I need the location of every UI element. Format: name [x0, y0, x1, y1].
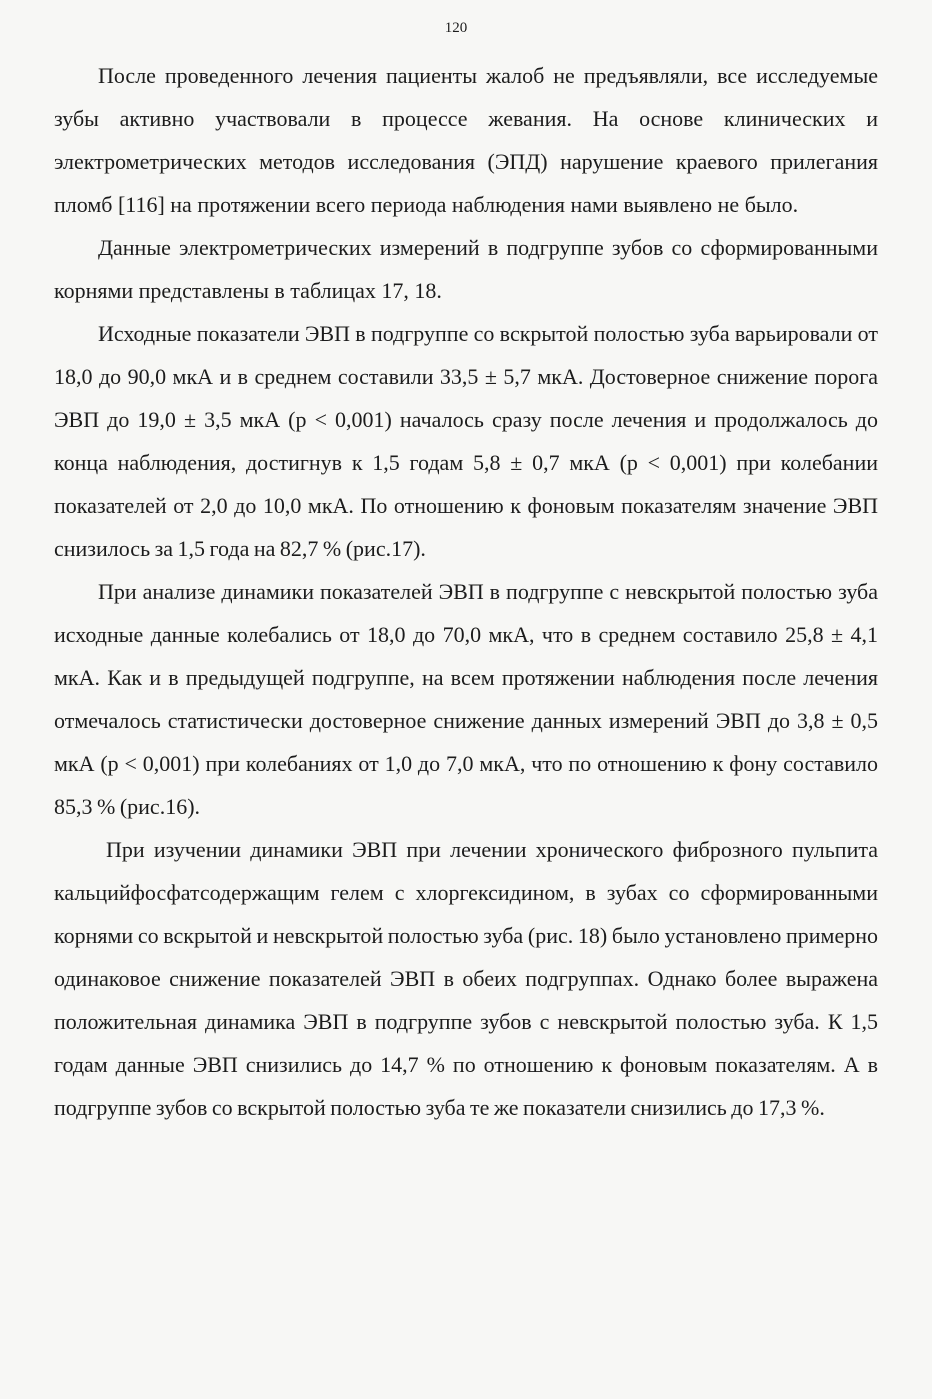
paragraph-1: После проведенного лечения пациенты жалоб не предъявляли, все исследуемые зубы активно участвовали в процессе жевания. На основе клинических и электрометрических методов исследования (ЭПД) нарушение краевого прилегания пломб [116] на протяжении всего периода наблюдения нами выявлено не было. [54, 63, 878, 217]
paragraph-4: При анализе динамики показателей ЭВП в подгруппе с невскрытой полостью зуба исходные данные колебались от 18,0 до 70,0 мкА, что в среднем составило 25,8 ± 4,1 мкА. Как и в предыдущей подгруппе, на всем протяжении наблюдения после лечения отмечалось статистически достоверное снижение данных измерений ЭВП до 3,8 ± 0,5 мкА (р < 0,001) при колебаниях от 1,0 до 7,0 мкА, что по отношению к фону составило 85,3 % (рис.16). [54, 579, 878, 819]
document-body [54, 54, 878, 1129]
page-number: 120 [444, 20, 468, 36]
paragraph-5: При изучении динамики ЭВП при лечении хронического фиброзного пульпита кальцийфосфатсодержащим гелем с хлоргексидином, в зубах со сформированными корнями со вскрытой и невскрытой полостью зуба (рис. 18) было установлено примерно одинаковое снижение показателей ЭВП в обеих подгруппах. Однако более выражена положительная динамика ЭВП в подгруппе зубов с невскрытой полостью зуба. К 1,5 годам данные ЭВП снизились до 14,7 % по отношению к фоновым показателям. А в подгруппе зубов со вскрытой полостью зуба те же показатели снизились до 17,3 %. [54, 837, 878, 1120]
paragraph-3: Исходные показатели ЭВП в подгруппе со вскрытой полостью зуба варьировали от 18,0 до 90,0 мкА и в среднем составили 33,5 ± 5,7 мкА. Достоверное снижение порога ЭВП до 19,0 ± 3,5 мкА (р < 0,001) началось сразу после лечения и продолжалось до конца наблюдения, достигнув к 1,5 годам 5,8 ± 0,7 мкА (р < 0,001) при колебании показателей от 2,0 до 10,0 мкА. По отношению к фоновым показателям значение ЭВП снизилось за 1,5 года на 82,7 % (рис.17). [54, 321, 878, 561]
paragraph-2: Данные электрометрических измерений в подгруппе зубов со сформированными корнями представлены в таблицах 17, 18. [54, 235, 878, 303]
